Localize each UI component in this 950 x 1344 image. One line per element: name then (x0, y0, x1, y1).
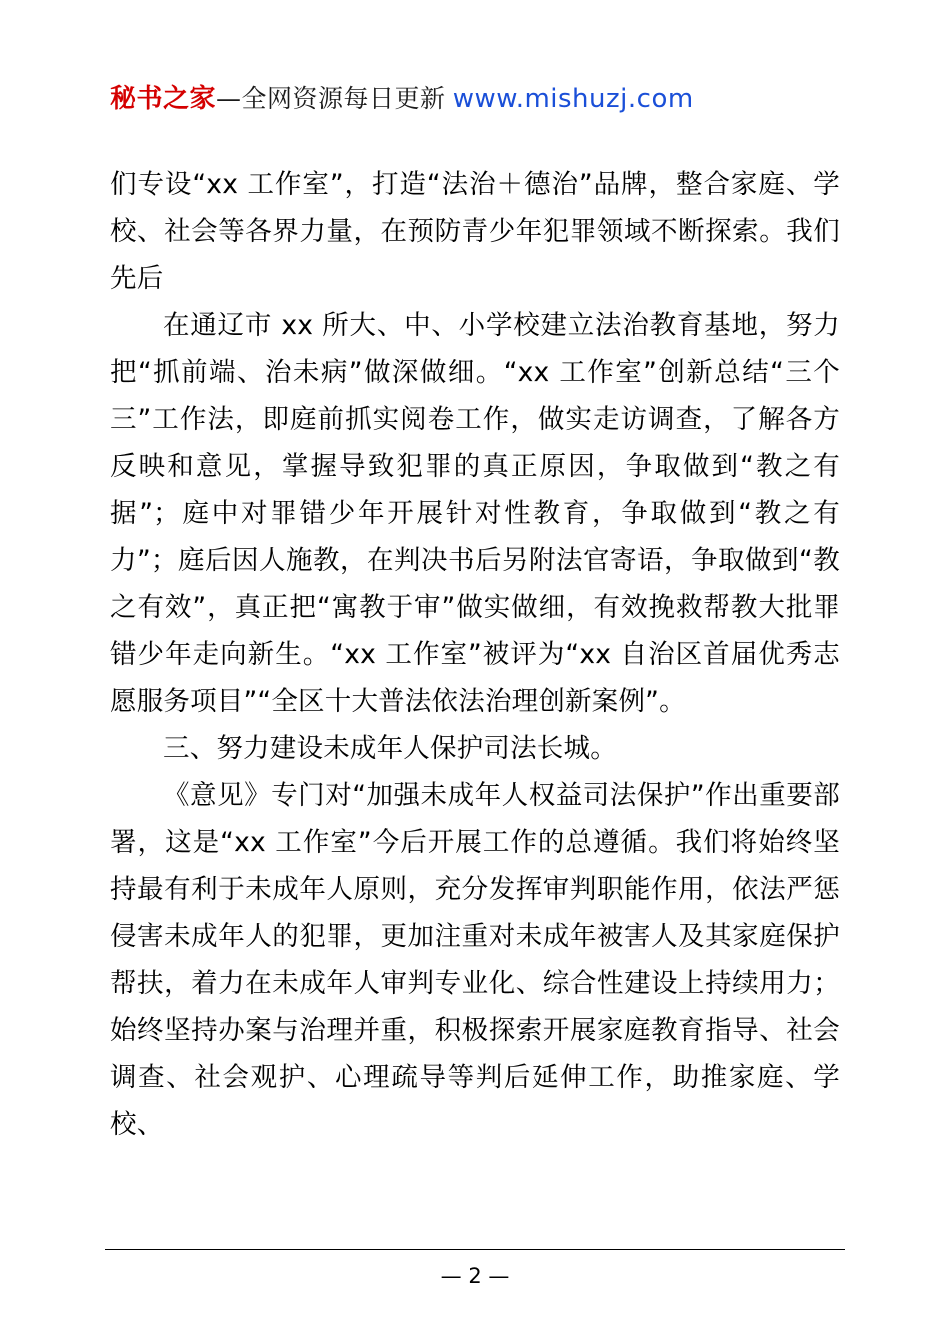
footer-divider (105, 1249, 845, 1250)
paragraph-2: 在通辽市 xx 所大、中、小学校建立法治教育基地，努力把“抓前端、治未病”做深做细。“xx 工作室”创新总结“三个三”工作法，即庭前抓实阅卷工作，做实走访调查，了解各方反映和意见，掌握导致犯罪的真正原因，争取做到“教之有据”；庭中对罪错少年开展针对性教育，争取做到“教之有力”；庭后因人施教，在判决书后另附法官寄语，争取做到“教之有效”，真正把“寓教于审”做实做细，有效挽救帮教大批罪错少年走向新生。“xx 工作室”被评为“xx 自治区首届优秀志愿服务项目”“全区十大普法依法治理创新案例”。 (110, 310, 840, 718)
site-watermark-header (110, 0, 840, 115)
page-footer (0, 1249, 950, 1288)
site-brand-label: 秘书之家 (110, 84, 217, 114)
site-tagline-label: —全网资源每日更新 (216, 84, 446, 113)
paragraph-1: 们专设“xx 工作室”，打造“法治＋德治”品牌，整合家庭、学校、社会等各界力量，在预防青少年犯罪领域不断探索。我们先后 (110, 169, 840, 295)
paragraph-4: 《意见》专门对“加强未成年人权益司法保护”作出重要部署，这是“xx 工作室”今后开展工作的总遵循。我们将始终坚持最有利于未成年人原则，充分发挥审判职能作用，依法严惩侵害未成年人的犯罪，更加注重对未成年被害人及其家庭保护帮扶，着力在未成年人审判专业化、综合性建设上持续用力；始终坚持办案与治理并重，积极探索开展家庭教育指导、社会调查、社会观护、心理疏导等判后延伸工作，助推家庭、学校、 (110, 780, 840, 1141)
page-number: — 2 — (440, 1264, 510, 1288)
document-body (110, 161, 840, 1148)
site-url-link[interactable]: www.mishuzj.com (452, 84, 694, 114)
paragraph-3-heading: 三、努力建设未成年人保护司法长城。 (163, 733, 617, 765)
